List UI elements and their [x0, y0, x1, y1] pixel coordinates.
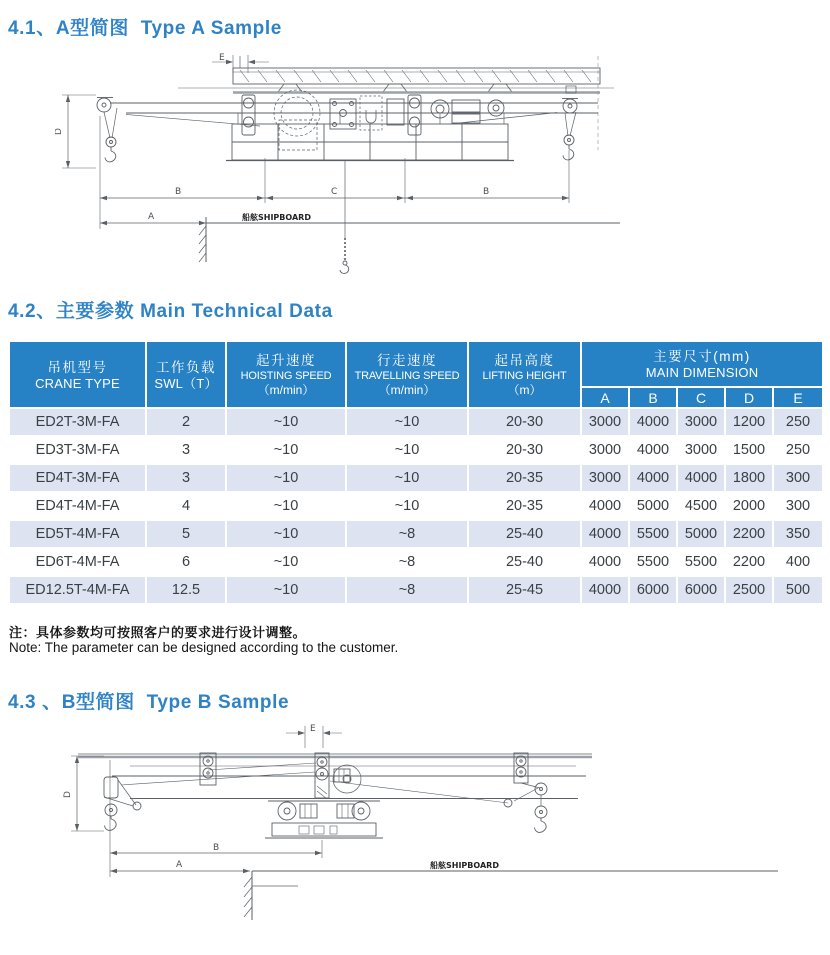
dim-d-a — [62, 95, 96, 168]
cell-lifting: 20-35 — [468, 492, 581, 520]
hook-icon — [563, 149, 574, 160]
table-row — [9, 576, 823, 604]
technical-data-table — [8, 340, 824, 605]
cell-travelling: ~10 — [346, 464, 468, 492]
section-title-4-1: 4.1、A型简图 Type A Sample — [8, 18, 282, 39]
table-row — [9, 548, 823, 576]
cell-hoisting: ~10 — [226, 576, 346, 604]
dim-bcb-a — [100, 116, 569, 229]
cell-travelling: ~10 — [346, 492, 468, 520]
shipboard-label-b: 船舷SHIPBOARD — [430, 861, 499, 870]
cell-dim-d: 1500 — [725, 436, 773, 464]
cell-dim-b: 6000 — [629, 576, 677, 604]
header-crane-type-en: CRANE TYPE — [35, 375, 120, 391]
top-rail — [78, 754, 592, 766]
cell-dim-e: 300 — [773, 464, 823, 492]
col-header-swl — [146, 341, 226, 408]
cell-hoisting: ~10 — [226, 436, 346, 464]
cell-swl: 6 — [146, 548, 226, 576]
hook-icon — [105, 819, 117, 830]
col-header-dim-a: A — [581, 387, 629, 408]
table-row — [9, 436, 823, 464]
cell-dim-a: 3000 — [581, 464, 629, 492]
dim-label-e: E — [310, 724, 316, 734]
platform-frame — [226, 113, 514, 161]
cell-dim-d: 1800 — [725, 464, 773, 492]
cell-travelling: ~10 — [346, 436, 468, 464]
cell-dim-a: 3000 — [581, 436, 629, 464]
cell-hoisting: ~10 — [226, 548, 346, 576]
crane-boom — [110, 103, 598, 126]
table-row — [9, 464, 823, 492]
cell-dim-c: 3000 — [677, 436, 725, 464]
type-b-figure — [60, 722, 820, 950]
cell-swl: 12.5 — [146, 576, 226, 604]
cell-dim-a: 4000 — [581, 520, 629, 548]
header-hoisting-unit: （m/min） — [257, 382, 315, 397]
hook-icon — [340, 265, 349, 273]
dim-d-b — [71, 756, 104, 831]
cell-hoisting: ~10 — [226, 520, 346, 548]
header-dimension-zh: 主要尺寸(mm) — [653, 349, 751, 364]
type-a-figure — [55, 50, 825, 290]
header-hoisting-en: HOISTING SPEED — [240, 369, 332, 382]
cell-dim-d: 2500 — [725, 576, 773, 604]
note-zh: 注：具体参数均可按照客户的要求进行设计调整。 — [9, 625, 307, 640]
col-header-dim-d: D — [725, 387, 773, 408]
cell-crane-type: ED4T-3M-FA — [9, 464, 146, 492]
hook-icon — [105, 151, 116, 162]
cell-dim-e: 250 — [773, 408, 823, 436]
cell-lifting: 25-40 — [468, 548, 581, 576]
cell-dim-a: 4000 — [581, 492, 629, 520]
cell-crane-type: ED5T-4M-FA — [9, 520, 146, 548]
cell-lifting: 20-30 — [468, 436, 581, 464]
cell-dim-a: 3000 — [581, 408, 629, 436]
header-travelling-zh: 行走速度 — [377, 352, 437, 368]
cell-dim-a: 4000 — [581, 576, 629, 604]
col-header-dim-b: B — [629, 387, 677, 408]
cell-crane-type: ED4T-4M-FA — [9, 492, 146, 520]
dim-label-b-right: B — [483, 187, 490, 197]
cell-swl: 4 — [146, 492, 226, 520]
cell-dim-d: 1200 — [725, 408, 773, 436]
cell-dim-e: 500 — [773, 576, 823, 604]
cell-dim-d: 2200 — [725, 520, 773, 548]
cell-dim-c: 5500 — [677, 548, 725, 576]
header-swl-zh: 工作负载 — [156, 359, 216, 375]
section-title-4-2: 4.2、主要参数 Main Technical Data — [8, 301, 333, 322]
header-travelling-en: TRAVELLING SPEED — [354, 369, 460, 382]
dim-label-e: E — [219, 53, 225, 63]
cell-dim-e: 250 — [773, 436, 823, 464]
dim-label-a: A — [148, 212, 155, 222]
cell-dim-e: 400 — [773, 548, 823, 576]
section-title-4-3: 4.3 、B型简图 Type B Sample — [8, 692, 290, 713]
col-header-travelling-speed — [346, 341, 468, 408]
cell-dim-b: 4000 — [629, 408, 677, 436]
dim-label-d: D — [63, 791, 73, 798]
cell-dim-c: 6000 — [677, 576, 725, 604]
type-a-drawing-svg — [55, 50, 825, 290]
cell-dim-e: 300 — [773, 492, 823, 520]
col-header-dim-c: C — [677, 387, 725, 408]
header-lifting-zh: 起吊高度 — [494, 352, 555, 368]
col-header-lifting-height — [468, 341, 581, 408]
cell-dim-d: 2200 — [725, 548, 773, 576]
cell-crane-type: ED12.5T-4M-FA — [9, 576, 146, 604]
cell-dim-c: 5000 — [677, 520, 725, 548]
header-crane-type-zh: 吊机型号 — [47, 359, 108, 375]
cell-lifting: 25-45 — [468, 576, 581, 604]
cell-swl: 2 — [146, 408, 226, 436]
cell-dim-c: 4500 — [677, 492, 725, 520]
cell-lifting: 25-40 — [468, 520, 581, 548]
cell-dim-c: 3000 — [677, 408, 725, 436]
cell-dim-b: 5500 — [629, 520, 677, 548]
cell-dim-b: 4000 — [629, 464, 677, 492]
cell-dim-b: 5000 — [629, 492, 677, 520]
cell-hoisting: ~10 — [226, 492, 346, 520]
header-lifting-en: LIFTING HEIGHT — [482, 369, 567, 382]
header-hoisting-zh: 起升速度 — [256, 352, 316, 368]
cell-hoisting: ~10 — [226, 464, 346, 492]
right-hook-assembly — [562, 99, 578, 160]
cell-dim-b: 4000 — [629, 436, 677, 464]
trolley — [265, 801, 383, 838]
header-dimension-en: MAIN DIMENSION — [645, 365, 759, 380]
dim-label-b: B — [213, 843, 220, 853]
header-lifting-unit: （m） — [507, 382, 542, 397]
col-header-hoisting-speed — [226, 341, 346, 408]
cell-lifting: 20-35 — [468, 464, 581, 492]
cell-crane-type: ED2T-3M-FA — [9, 408, 146, 436]
cell-swl: 5 — [146, 520, 226, 548]
cell-lifting: 20-30 — [468, 408, 581, 436]
cell-travelling: ~8 — [346, 520, 468, 548]
cell-swl: 3 — [146, 436, 226, 464]
table-row — [9, 520, 823, 548]
cell-crane-type: ED6T-4M-FA — [9, 548, 146, 576]
cell-dim-b: 5500 — [629, 548, 677, 576]
boom-machinery — [242, 90, 504, 150]
table-row — [9, 408, 823, 436]
cell-dim-a: 4000 — [581, 548, 629, 576]
cell-dim-d: 2000 — [725, 492, 773, 520]
col-header-main-dimension — [581, 341, 823, 387]
cell-travelling: ~8 — [346, 548, 468, 576]
header-travelling-unit: （m/min） — [378, 382, 436, 397]
dim-label-c: C — [331, 187, 338, 197]
right-hook-assembly-b — [504, 753, 547, 832]
header-swl-en: SWL（T） — [154, 375, 218, 391]
hoist-chain — [340, 160, 349, 273]
dim-a-a — [100, 221, 620, 225]
cell-dim-c: 4000 — [677, 464, 725, 492]
dim-label-a: A — [176, 860, 183, 870]
cell-travelling: ~8 — [346, 576, 468, 604]
cell-hoisting: ~10 — [226, 408, 346, 436]
col-header-dim-e: E — [773, 387, 823, 408]
shipboard-label-a: 船舷SHIPBOARD — [242, 213, 311, 222]
cell-swl: 3 — [146, 464, 226, 492]
cell-travelling: ~10 — [346, 408, 468, 436]
cell-dim-e: 350 — [773, 520, 823, 548]
cell-crane-type: ED3T-3M-FA — [9, 436, 146, 464]
col-header-crane-type — [9, 341, 146, 408]
dim-label-d: D — [55, 128, 64, 135]
note-en: Note: The parameter can be designed according to the customer. — [9, 640, 399, 655]
ground-hatch-b — [244, 871, 298, 920]
hook-icon — [535, 821, 547, 832]
dim-label-b-left: B — [175, 187, 182, 197]
type-b-drawing-svg — [60, 722, 820, 950]
table-row — [9, 492, 823, 520]
table-header-row — [9, 341, 823, 387]
